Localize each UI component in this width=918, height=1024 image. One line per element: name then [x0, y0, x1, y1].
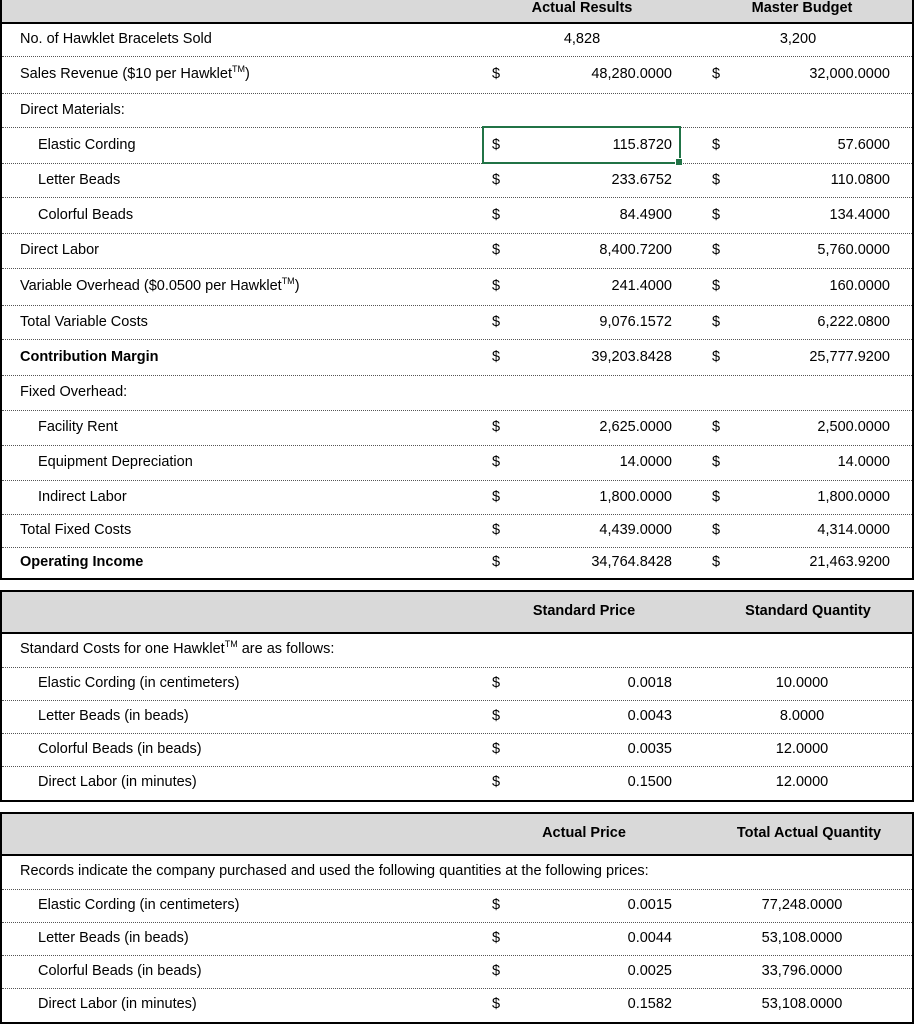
- master-budget-cell[interactable]: 6,222.0800: [817, 314, 890, 330]
- header-standard-price: Standard Price: [532, 603, 636, 619]
- dollar-sign: $: [492, 349, 501, 365]
- row-label: Colorful Beads (in beads): [38, 963, 202, 979]
- table-row: [2, 23, 912, 57]
- intro-text: [20, 641, 334, 657]
- master-budget-cell[interactable]: 25,777.9200: [809, 349, 890, 365]
- trademark-mark: TM: [224, 639, 238, 650]
- header-master-budget: Master Budget: [751, 0, 853, 16]
- header-actual-price: Actual Price: [542, 825, 626, 841]
- master-budget-cell[interactable]: 32,000.0000: [809, 66, 890, 82]
- dollar-sign: $: [492, 66, 501, 82]
- table-row: [2, 890, 912, 923]
- dollar-sign: $: [712, 522, 721, 538]
- row-label: [20, 349, 159, 365]
- table-row: [2, 956, 912, 989]
- table-row: [2, 767, 912, 799]
- dollar-sign: $: [712, 137, 721, 153]
- row-label: [20, 314, 148, 330]
- actual-results-cell[interactable]: 115.8720: [612, 137, 672, 153]
- dollar-sign: $: [492, 741, 501, 757]
- price-cell[interactable]: 0.0035: [627, 741, 672, 757]
- actual-results-cell[interactable]: 9,076.1572: [599, 314, 672, 330]
- intro-text-main: Standard Costs for one Hawklet: [20, 641, 225, 657]
- price-cell[interactable]: 0.0044: [627, 930, 672, 946]
- price-cell[interactable]: 0.1500: [627, 774, 672, 790]
- table-row: [2, 923, 912, 956]
- row-label: [20, 242, 99, 258]
- row-label: Letter Beads (in beads): [38, 708, 189, 724]
- quantity-cell[interactable]: 12.0000: [775, 741, 829, 757]
- intro-row: [2, 855, 912, 890]
- quantity-cell[interactable]: 8.0000: [779, 708, 825, 724]
- row-label: [38, 419, 118, 435]
- actual-results-cell[interactable]: 4,828: [563, 31, 601, 47]
- dollar-sign: $: [712, 242, 721, 258]
- dollar-sign: $: [712, 419, 721, 435]
- table-row: [2, 514, 912, 548]
- table-row: [2, 268, 912, 306]
- table-row: [2, 197, 912, 234]
- intro-text-main: Records indicate the company purchased and used the following quantities at the following prices:: [20, 863, 649, 879]
- actual-results-cell[interactable]: 34,764.8428: [591, 554, 672, 570]
- table-row: [2, 93, 912, 128]
- dollar-sign: $: [492, 207, 501, 223]
- dollar-sign: $: [492, 419, 501, 435]
- quantity-cell[interactable]: 53,108.0000: [761, 996, 843, 1012]
- standard-header-row: [2, 592, 912, 634]
- dollar-sign: $: [712, 66, 721, 82]
- master-budget-cell[interactable]: 4,314.0000: [817, 522, 890, 538]
- quantity-cell[interactable]: 12.0000: [775, 774, 829, 790]
- dollar-sign: $: [492, 314, 501, 330]
- master-budget-cell[interactable]: 14.0000: [837, 454, 890, 470]
- dollar-sign: $: [492, 675, 501, 691]
- dollar-sign: $: [492, 242, 501, 258]
- row-label: [20, 278, 300, 294]
- table-row: [2, 127, 912, 164]
- trademark-mark: TM: [231, 64, 245, 75]
- dollar-sign: $: [492, 454, 501, 470]
- table-row: [2, 233, 912, 269]
- row-label: [20, 384, 127, 400]
- row-label-text: Direct Materials:: [20, 102, 125, 118]
- row-label: [20, 522, 131, 538]
- dollar-sign: $: [712, 454, 721, 470]
- row-label-text: Indirect Labor: [38, 489, 127, 505]
- intro-text: [20, 863, 649, 879]
- actual-header-row: [2, 814, 912, 856]
- row-label: Colorful Beads (in beads): [38, 741, 202, 757]
- actual-cost-table: [0, 812, 914, 1024]
- intro-row: [2, 633, 912, 668]
- actual-results-cell[interactable]: 241.4000: [611, 278, 672, 294]
- actual-results-cell[interactable]: 4,439.0000: [599, 522, 672, 538]
- quantity-cell[interactable]: 33,796.0000: [761, 963, 843, 979]
- row-label: [38, 454, 193, 470]
- master-budget-cell[interactable]: 21,463.9200: [809, 554, 890, 570]
- master-budget-cell[interactable]: 5,760.0000: [817, 242, 890, 258]
- row-label-suffix: ): [294, 278, 300, 294]
- row-label-suffix: ): [244, 66, 250, 82]
- table-row: [2, 547, 912, 578]
- master-budget-cell[interactable]: 57.6000: [837, 137, 890, 153]
- actual-results-cell[interactable]: 2,625.0000: [599, 419, 672, 435]
- dollar-sign: $: [712, 314, 721, 330]
- row-label: [20, 102, 125, 118]
- dollar-sign: $: [492, 897, 501, 913]
- actual-results-cell[interactable]: 8,400.7200: [599, 242, 672, 258]
- price-cell[interactable]: 0.1582: [627, 996, 672, 1012]
- dollar-sign: $: [712, 554, 721, 570]
- row-label-text: Contribution Margin: [20, 349, 159, 365]
- row-label: Direct Labor (in minutes): [38, 996, 197, 1012]
- dollar-sign: $: [492, 774, 501, 790]
- table-row: [2, 410, 912, 446]
- table-row: [2, 480, 912, 515]
- dollar-sign: $: [492, 522, 501, 538]
- table-row: [2, 668, 912, 701]
- table-row: [2, 56, 912, 94]
- dollar-sign: $: [712, 172, 721, 188]
- row-label-text: No. of Hawklet Bracelets Sold: [20, 31, 212, 47]
- row-label-text: Total Fixed Costs: [20, 522, 132, 538]
- row-label: [20, 31, 212, 47]
- table-row: [2, 734, 912, 767]
- price-cell[interactable]: 0.0018: [627, 675, 672, 691]
- price-cell[interactable]: 0.0015: [627, 897, 672, 913]
- row-label: [38, 137, 136, 153]
- master-budget-cell[interactable]: 2,500.0000: [817, 419, 890, 435]
- table-row: [2, 701, 912, 734]
- budget-header-row: [2, 0, 912, 24]
- table-row: [2, 375, 912, 411]
- actual-results-cell[interactable]: 39,203.8428: [591, 349, 672, 365]
- table-row: [2, 163, 912, 198]
- row-label-text: Letter Beads: [38, 172, 121, 188]
- actual-results-cell[interactable]: 84.4900: [619, 207, 672, 223]
- quantity-cell[interactable]: 53,108.0000: [761, 930, 843, 946]
- dollar-sign: $: [492, 489, 501, 505]
- row-label: [20, 66, 250, 82]
- header-total-actual-quantity: Total Actual Quantity: [736, 825, 882, 841]
- dollar-sign: $: [492, 172, 501, 188]
- row-label: Elastic Cording (in centimeters): [38, 897, 240, 913]
- master-budget-cell[interactable]: 3,200: [779, 31, 817, 47]
- selected-cell[interactable]: [482, 126, 681, 164]
- dollar-sign: $: [712, 278, 721, 294]
- header-actual-results: Actual Results: [531, 0, 633, 16]
- table-row: [2, 305, 912, 340]
- header-standard-quantity: Standard Quantity: [745, 603, 871, 619]
- dollar-sign: $: [712, 349, 721, 365]
- row-label: [20, 554, 143, 570]
- master-budget-cell[interactable]: 1,800.0000: [817, 489, 890, 505]
- actual-results-cell[interactable]: 48,280.0000: [591, 66, 672, 82]
- row-label-text: Facility Rent: [38, 419, 118, 435]
- dollar-sign: $: [492, 963, 501, 979]
- row-label-text: Total Variable Costs: [20, 314, 148, 330]
- actual-results-cell[interactable]: 14.0000: [619, 454, 672, 470]
- row-label: Elastic Cording (in centimeters): [38, 675, 240, 691]
- row-label: [38, 489, 127, 505]
- table-row: [2, 445, 912, 481]
- row-label: [38, 172, 120, 188]
- trademark-mark: TM: [281, 276, 295, 287]
- table-row: [2, 339, 912, 376]
- row-label-text: Fixed Overhead:: [20, 384, 128, 400]
- dollar-sign: $: [712, 489, 721, 505]
- quantity-cell[interactable]: 77,248.0000: [761, 897, 843, 913]
- actual-results-cell[interactable]: 1,800.0000: [599, 489, 672, 505]
- row-label-text: Sales Revenue ($10 per Hawklet: [20, 66, 232, 82]
- row-label-text: Variable Overhead ($0.0500 per Hawklet: [20, 278, 282, 294]
- dollar-sign: $: [712, 207, 721, 223]
- row-label: [38, 207, 133, 223]
- row-label-text: Equipment Depreciation: [38, 454, 193, 470]
- intro-text-suffix: are as follows:: [237, 641, 335, 657]
- row-label: Direct Labor (in minutes): [38, 774, 197, 790]
- dollar-sign: $: [492, 554, 501, 570]
- master-budget-cell[interactable]: 110.0800: [830, 172, 890, 188]
- table-row: [2, 989, 912, 1021]
- row-label: Letter Beads (in beads): [38, 930, 189, 946]
- standard-cost-table: [0, 590, 914, 802]
- dollar-sign: $: [492, 137, 501, 153]
- dollar-sign: $: [492, 278, 501, 294]
- price-cell[interactable]: 0.0025: [627, 963, 672, 979]
- row-label-text: Operating Income: [20, 554, 144, 570]
- row-label-text: Direct Labor: [20, 242, 99, 258]
- dollar-sign: $: [492, 708, 501, 724]
- dollar-sign: $: [492, 930, 501, 946]
- row-label-text: Elastic Cording: [38, 137, 136, 153]
- quantity-cell[interactable]: 10.0000: [775, 675, 829, 691]
- dollar-sign: $: [492, 996, 501, 1012]
- actual-results-cell[interactable]: 233.6752: [611, 172, 672, 188]
- master-budget-cell[interactable]: 160.0000: [829, 278, 890, 294]
- row-label-text: Colorful Beads: [38, 207, 134, 223]
- master-budget-cell[interactable]: 134.4000: [829, 207, 890, 223]
- price-cell[interactable]: 0.0043: [627, 708, 672, 724]
